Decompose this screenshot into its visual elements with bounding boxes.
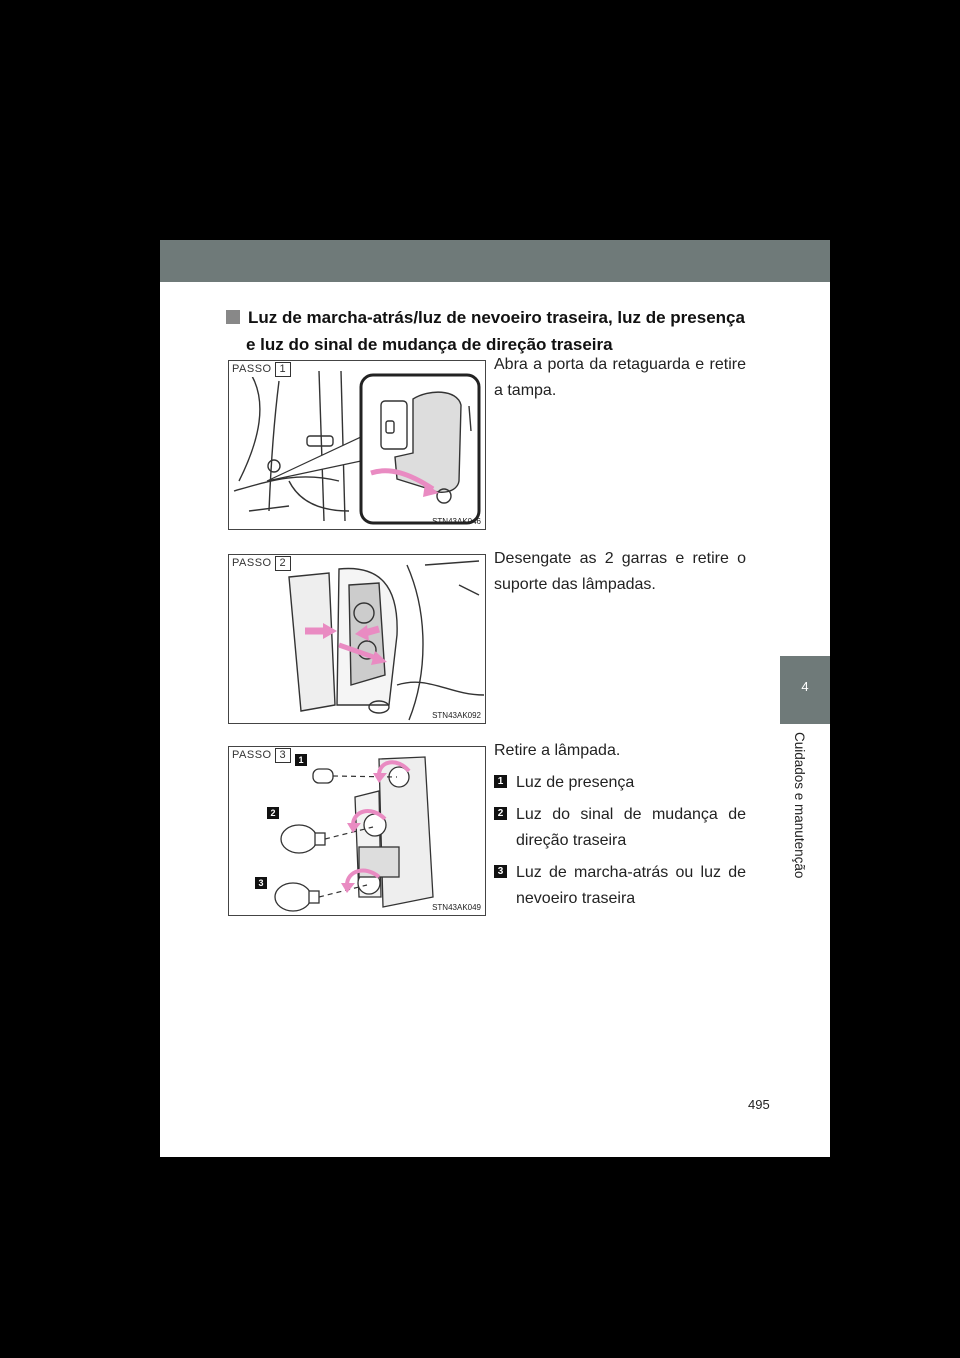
step3-figure-code: STN43AK049 xyxy=(432,903,481,912)
step2-label: PASSO xyxy=(232,557,272,569)
step3-badge xyxy=(229,747,291,763)
item-marker: 1 xyxy=(494,775,507,788)
step1-badge xyxy=(229,361,291,377)
callout-1: 1 xyxy=(298,755,304,765)
step1-figure xyxy=(228,360,486,530)
step2-badge xyxy=(229,555,291,571)
bulb-holder-illustration xyxy=(229,555,485,723)
step1-number: 1 xyxy=(275,362,291,377)
manual-page xyxy=(160,240,830,1157)
step2-figure xyxy=(228,554,486,724)
step3-text: Retire a lâmpada. xyxy=(494,742,621,759)
step2-text: Desengate as 2 garras e retire o suporte das lâmpadas. xyxy=(494,550,746,593)
step2-number: 2 xyxy=(275,556,291,571)
step1-text: Abra a porta da retaguarda e retire a tampa. xyxy=(494,356,746,399)
item-marker: 2 xyxy=(494,807,507,820)
step3-number: 3 xyxy=(275,748,291,763)
header-bar xyxy=(160,240,830,282)
step3-text-block xyxy=(494,738,746,912)
bulb-removal-illustration xyxy=(229,747,485,915)
step1-label: PASSO xyxy=(232,363,272,375)
list-item xyxy=(494,802,746,854)
callout-2: 2 xyxy=(270,808,276,818)
section-title-line1: Luz de marcha-atrás/luz de nevoeiro traseira, luz de presença xyxy=(248,308,745,327)
item-text: Luz de marcha-atrás ou luz de nevoeiro traseira xyxy=(516,864,746,907)
chapter-title-container xyxy=(792,732,818,992)
step2-figure-code: STN43AK092 xyxy=(432,711,481,720)
section-title-line2: e luz do sinal de mudança de direção traseira xyxy=(246,335,613,354)
page-number: 495 xyxy=(748,1097,770,1112)
item-text: Luz do sinal de mudança de direção traseira xyxy=(516,806,746,849)
callout-3: 3 xyxy=(258,878,264,888)
list-item xyxy=(494,860,746,912)
tailgate-cover-illustration xyxy=(229,361,485,529)
chapter-title: Cuidados e manutenção xyxy=(792,732,807,879)
item-text: Luz de presença xyxy=(516,774,635,791)
chapter-number: 4 xyxy=(801,679,809,694)
step3-label: PASSO xyxy=(232,749,272,761)
step1-figure-code: STN43AK046 xyxy=(432,517,481,526)
chapter-tab xyxy=(780,656,830,724)
item-marker: 3 xyxy=(494,865,507,878)
list-item xyxy=(494,770,746,796)
square-bullet-icon xyxy=(226,310,240,324)
section-heading xyxy=(226,304,746,358)
step3-figure xyxy=(228,746,486,916)
